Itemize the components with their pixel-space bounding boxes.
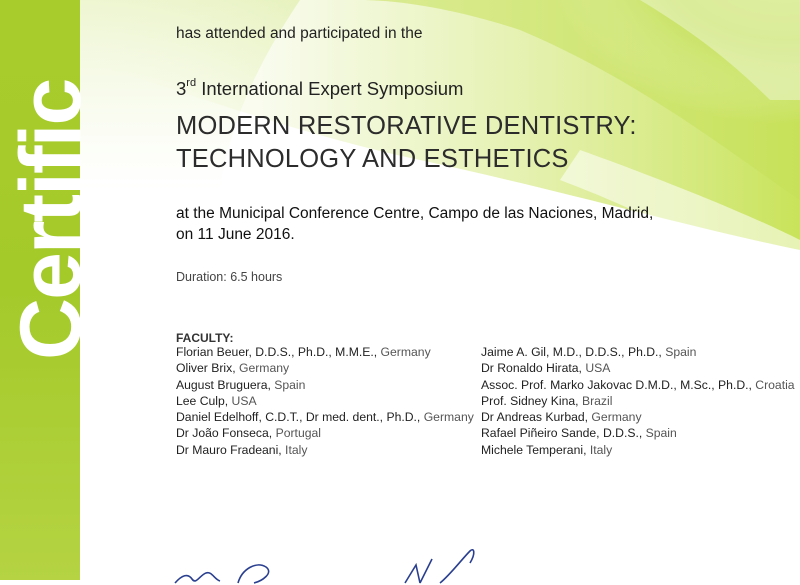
faculty-name: Rafael Piñeiro Sande, D.D.S.,	[481, 426, 643, 441]
faculty-name: Oliver Brix,	[176, 361, 236, 376]
faculty-name: Prof. Sidney Kina,	[481, 393, 579, 408]
attended-line: has attended and participated in the	[176, 25, 423, 42]
faculty-name: Dr Ronaldo Hirata,	[481, 361, 582, 376]
faculty-name: Jaime A. Gil, M.D., D.D.S., Ph.D.,	[481, 345, 662, 359]
faculty-country: Germany	[588, 410, 642, 425]
faculty-country: Germany	[235, 361, 290, 376]
faculty-name: Dr Mauro Fradeani,	[176, 442, 282, 457]
faculty-country: USA	[581, 361, 611, 376]
faculty-name: Dr Andreas Kurbad,	[481, 410, 589, 425]
faculty-name: Michele Temperani,	[481, 442, 587, 457]
faculty-country: Portugal	[272, 426, 321, 441]
faculty-name: Assoc. Prof. Marko Jakovac D.M.D., M.Sc., Ph.D.,	[481, 377, 752, 392]
edition-text: International Expert Symposium	[196, 78, 464, 99]
duration-text: Duration: 6.5 hours	[176, 270, 283, 284]
faculty-country: Italy	[586, 442, 613, 457]
faculty-country: USA	[228, 393, 257, 408]
venue-line2: on 11 June 2016.	[176, 226, 295, 243]
faculty-country: Italy	[281, 442, 308, 457]
faculty-name: Daniel Edelhoff, C.D.T., Dr med. dent., Ph.D.,	[176, 410, 421, 425]
faculty-member	[176, 378, 474, 394]
faculty-list-left	[176, 345, 474, 459]
symposium-title-line1: MODERN RESTORATIVE DENTISTRY:	[176, 112, 637, 140]
faculty-member	[481, 410, 795, 426]
faculty-country: Germany	[377, 345, 431, 359]
venue-line1: at the Municipal Conference Centre, Campo de las Naciones, Madrid,	[176, 205, 654, 222]
signature-scribble	[170, 545, 500, 585]
faculty-member	[481, 345, 795, 361]
faculty-name: Lee Culp,	[176, 393, 229, 408]
faculty-country: Croatia	[751, 377, 795, 392]
symposium-title-line2: TECHNOLOGY AND ESTHETICS	[176, 145, 569, 173]
faculty-country: Brazil	[578, 393, 613, 408]
faculty-country: Germany	[420, 410, 474, 425]
edition-suffix: rd	[186, 77, 197, 89]
faculty-list-right	[481, 345, 795, 459]
faculty-member	[176, 361, 474, 377]
faculty-member	[176, 443, 474, 459]
faculty-member	[481, 426, 795, 442]
faculty-member	[176, 426, 474, 442]
faculty-country: Spain	[642, 426, 677, 441]
faculty-member	[481, 443, 795, 459]
faculty-member	[481, 394, 795, 410]
symposium-edition	[176, 78, 463, 100]
faculty-member	[176, 394, 474, 410]
faculty-country: Spain	[661, 345, 697, 359]
faculty-member	[481, 361, 795, 377]
faculty-member	[176, 410, 474, 426]
edition-number: 3	[176, 78, 187, 99]
faculty-member	[481, 378, 795, 394]
faculty-heading: FACULTY:	[176, 331, 234, 345]
faculty-country: Spain	[270, 377, 306, 392]
faculty-name: Florian Beuer, D.D.S., Ph.D., M.M.E.,	[176, 345, 378, 359]
faculty-member	[176, 345, 474, 361]
certificate-watermark-word: Certific	[3, 79, 99, 360]
faculty-name: Dr João Fonseca,	[176, 426, 273, 441]
faculty-name: August Bruguera,	[176, 377, 271, 392]
